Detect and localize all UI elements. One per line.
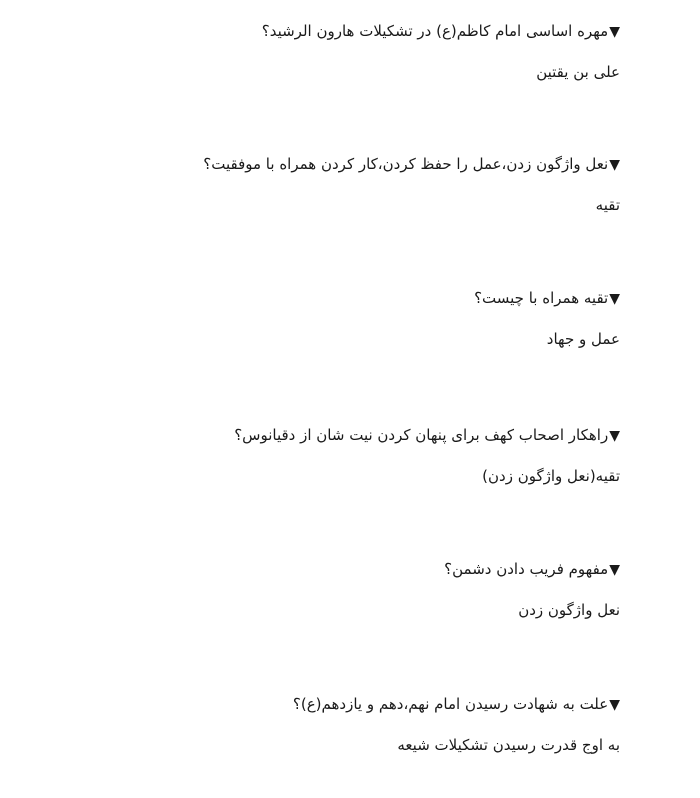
qa-item-5 [60,558,620,621]
question-text: تقیه همراه با چیست؟ [474,289,609,307]
qa-item-4 [60,424,620,487]
qa-item-1 [60,20,620,83]
answer-1: علی بن یقتین [536,63,620,81]
triangle-marker-icon: ▼ [609,24,620,40]
answer-3: عمل و جهاد [546,330,620,348]
question-5 [60,558,620,581]
answer-6: به اوج قدرت رسیدن تشکیلات شیعه [397,736,620,754]
question-text: مفهوم فریب دادن دشمن؟ [444,560,609,578]
question-3 [60,287,620,310]
triangle-marker-icon: ▼ [609,562,620,578]
question-1 [60,20,620,43]
triangle-marker-icon: ▼ [609,291,620,307]
question-2 [60,153,620,176]
question-text: نعل واژگون زدن،عمل را حفظ کردن،کار کردن همراه با موفقیت؟ [203,155,609,173]
question-text: مهره اساسی امام کاظم(ع) در تشکیلات هارون الرشید؟ [261,22,609,40]
question-6 [60,693,620,716]
question-text: علت به شهادت رسیدن امام نهم،دهم و یازدهم(ع)؟ [292,695,609,713]
triangle-marker-icon: ▼ [609,697,620,713]
qa-item-2 [60,153,620,216]
answer-5: نعل واژگون زدن [518,601,620,619]
qa-item-3 [60,287,620,350]
qa-item-6 [60,693,620,756]
question-4 [60,424,620,447]
triangle-marker-icon: ▼ [609,428,620,444]
question-text: راهکار اصحاب کهف برای پنهان کردن نیت شان از دقیانوس؟ [234,426,609,444]
answer-4: تقیه(نعل واژگون زدن) [482,467,620,485]
answer-2: تقیه [595,196,620,214]
triangle-marker-icon: ▼ [609,157,620,173]
